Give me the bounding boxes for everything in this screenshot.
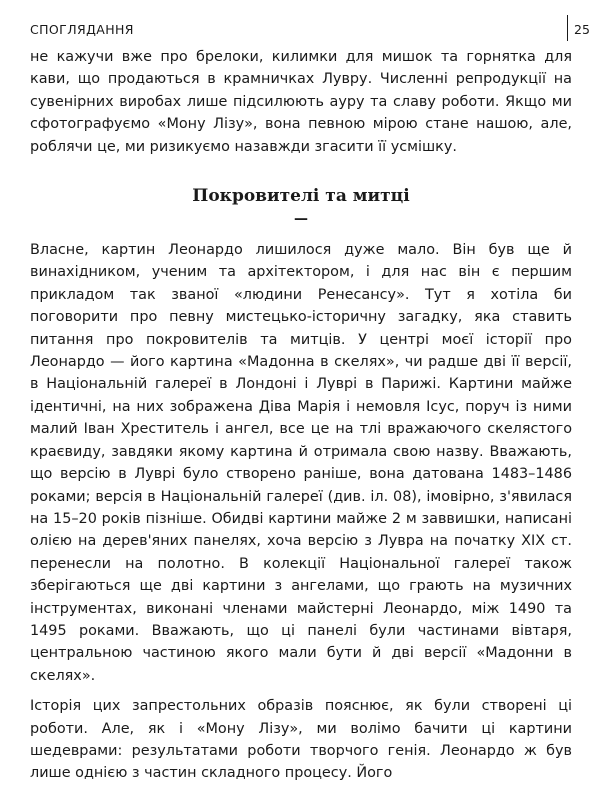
header-divider xyxy=(567,15,568,41)
section-heading: Покровителі та митці xyxy=(192,186,410,207)
page-header xyxy=(0,0,600,40)
paragraph-leonardo: Власне, картин Леонардо лишилося дуже мало. Він був ще й винахідником, ученим та архітектором, і для нас він є першим прикладом так званої «людини Ренесансу». Тут я хотіла би поговорити про певну мистецько-історичну загадку, яка ставить питання про покровителів та митців. У центрі моєї історії про Леонардо — його картина «Мадонна в скелях», чи радше дві її версії, в Національній галереї в Лондоні і Луврі в Парижі. Картини майже ідентичні, на них зображена Діва Марія і немовля Ісус, поруч із ними малий Іван Хреститель і ангел, все це на тлі вражаючого скелястого краєвиду, завдяки якому картина й отримала свою назву. Вважають, що версію в Луврі було створено раніше, вона датована 1483–1486 роками; версія в Національній галереї (див. іл. 08), імовірно, з'явилася на 15–20 років пізніше. Обидві картини майже 2 м заввишки, написані олією на дерев'яних панелях, хоча версію з Лувра на початку XIX ст. перенесли на полотно. В колекції Національної галереї також зберігаються ще дві картини з ангелами, що грають на музичних інструментах, виконані членами майстерні Леонардо, між 1490 та 1495 роками. Вважають, що ці панелі були частинами вівтаря, центральною частиною якого мали бути й дві версії «Мадонни в скелях». xyxy=(30,242,572,684)
heading-dash: — xyxy=(294,211,308,228)
paragraph-altarpiece: Історія цих запрестольних образів пояснює, як були створені ці роботи. Але, як і «Мону Лізу», ми волімо бачити ці картини шедеврами: результатами роботи творчого генія. Леонардо ж був лише однією з частин складного процесу. Його xyxy=(30,698,572,782)
paragraph-continued: не кажучи вже про брелоки, килимки для мишок та горнятка для кави, що продаються в крамничках Лувру. Численні репродукції на сувенірних виробах лише підсилюють ауру та славу роботи. Якщо ми сфотографуємо «Мону Лізу», вона певною мірою стане нашою, але, роблячи це, ми ризикуємо назавжди згасити її усмішку. xyxy=(30,49,572,155)
body-text xyxy=(30,46,572,785)
running-head: СПОГЛЯДАННЯ xyxy=(30,22,134,37)
page-number: 25 xyxy=(574,22,590,37)
